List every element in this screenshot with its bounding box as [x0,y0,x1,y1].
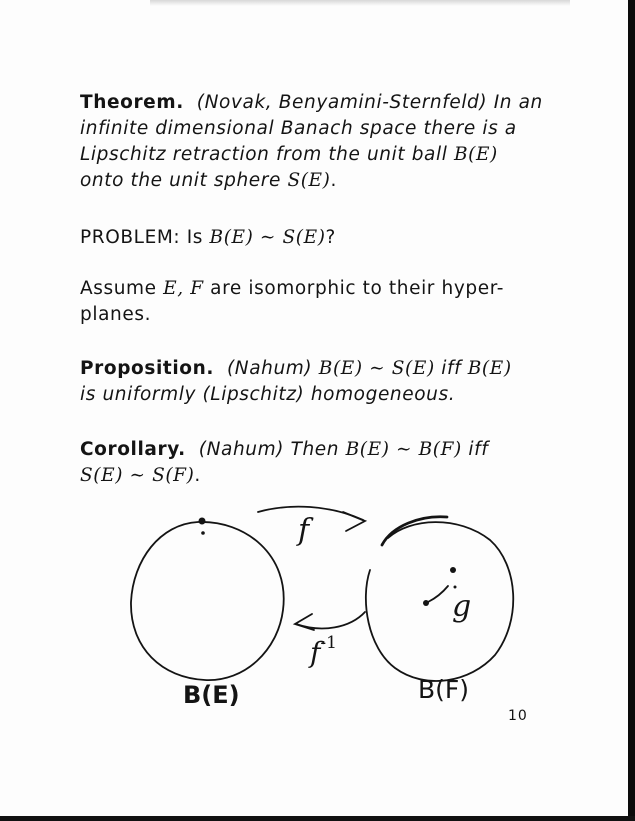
assumption-text-2: are isomorphic to their hyper- [210,278,504,299]
problem-label: PROBLEM: Is [80,227,204,248]
proposition-heading: Proposition. [80,358,214,379]
theorem-attribution: (Novak, Benyamini-Sternfeld) [196,92,488,113]
assumption-text-1: Assume [80,278,157,299]
corollary-attribution: (Nahum) [198,439,285,460]
label-left-ball: B(E) [183,681,240,709]
assumption-line-2: planes. [80,304,152,325]
theorem-period: . [330,170,337,191]
corollary-expr-1: B(E) ∼ B(F) [345,439,462,460]
label-f-inverse-base: f [310,636,321,669]
page-number: 10 [508,708,528,724]
theorem-heading: Theorem. [80,92,184,113]
theorem-line-2: infinite dimensional Banach space there is a [80,118,517,139]
problem-question-mark: ? [325,227,336,248]
corollary-then: Then [290,439,340,460]
problem-expression: B(E) ∼ S(E) [209,227,326,248]
inner-point-top [450,567,456,573]
proposition-iff: iff [441,358,462,379]
left-ball-circle [131,522,284,680]
proposition-expr-1: B(E) ∼ S(E) [318,358,435,379]
label-f: f [298,513,310,548]
sphere-point-dot [199,518,206,525]
corollary-period: . [194,465,201,486]
theorem-text-4: onto the unit sphere [80,170,281,191]
proposition-attribution: (Nahum) [226,358,313,379]
label-f-inverse-exp: -1 [320,633,337,653]
corollary-expr-2: S(E) ∼ S(F) [80,465,195,486]
proposition-expr-2: B(E) [467,358,512,379]
label-right-ball: B(F) [418,675,470,704]
corollary-iff: iff [468,439,489,460]
right-ball-circle [366,522,513,681]
corollary-heading: Corollary. [80,439,186,460]
forward-arrowhead [343,512,365,531]
assumption-vars: E, F [163,278,204,299]
inner-point-left [423,600,429,606]
theorem-text-1: In an [493,92,543,113]
theorem-ball: B(E) [453,144,498,165]
proposition-line-2: is uniformly (Lipschitz) homogeneous. [80,384,456,405]
inverse-arrow [296,612,365,628]
label-f-inverse [308,633,337,669]
label-g: g [452,589,472,624]
sphere-point-dot-small [201,531,205,535]
theorem-text-3: Lipschitz retraction from the unit ball [80,144,448,165]
theorem-sphere: S(E) [287,170,331,191]
right-sphere-boundary-thick [382,517,447,545]
g-arrow [428,586,448,602]
